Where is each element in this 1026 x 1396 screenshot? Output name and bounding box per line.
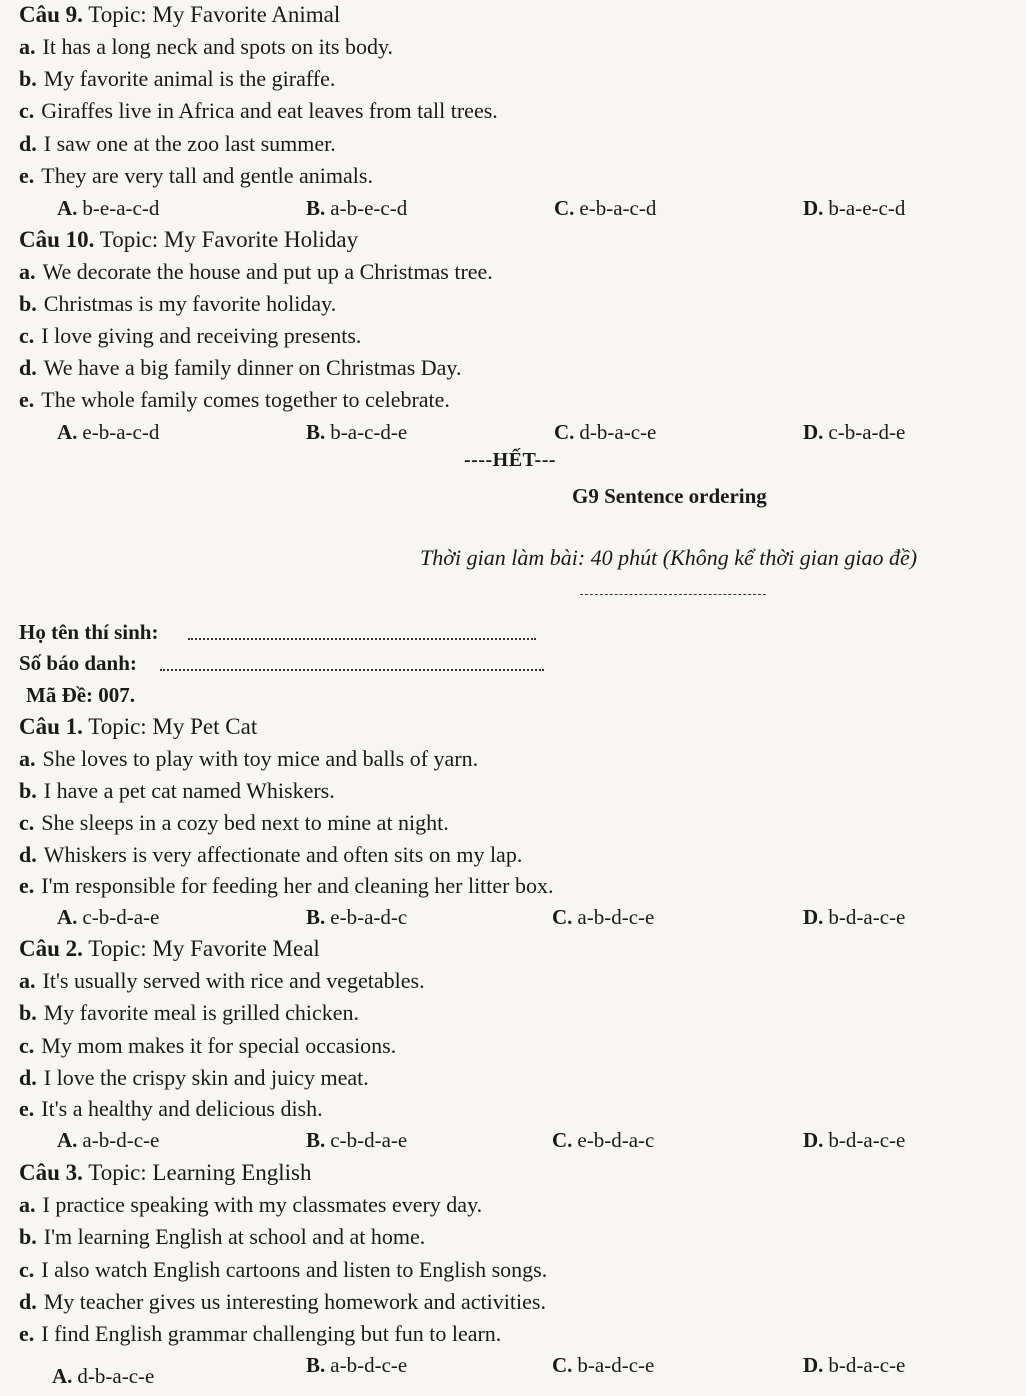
- statement: [19, 999, 359, 1027]
- statement-text: The whole family comes together to celebrate.: [41, 387, 450, 412]
- option-text: b-d-a-c-e: [828, 1128, 906, 1152]
- name-field[interactable]: [188, 637, 536, 640]
- statement: [19, 1191, 482, 1219]
- answer-option-d[interactable]: [803, 1351, 905, 1379]
- statement-text: My mom makes it for special occasions.: [41, 1033, 397, 1058]
- answer-option-c[interactable]: [552, 903, 654, 931]
- statement: [19, 1095, 323, 1123]
- option-letter: A.: [57, 420, 78, 444]
- option-text: a-b-d-c-e: [330, 1353, 408, 1377]
- option-letter: C.: [552, 1128, 573, 1152]
- option-letter: B.: [306, 196, 326, 220]
- statement-text: I'm responsible for feeding her and cleaning her litter box.: [41, 873, 554, 898]
- statement-text: We decorate the house and put up a Christmas tree.: [42, 259, 493, 284]
- statement-letter: d.: [19, 1289, 37, 1314]
- statement-text: I have a pet cat named Whiskers.: [43, 778, 335, 803]
- option-text: b-a-c-d-e: [330, 420, 408, 444]
- option-text: a-b-d-c-e: [82, 1128, 160, 1152]
- statement-letter: e.: [19, 387, 35, 412]
- exam-subtitle: G9 Sentence ordering: [572, 484, 767, 508]
- option-letter: D.: [803, 1128, 824, 1152]
- option-text: c-b-d-a-e: [330, 1128, 408, 1152]
- question-topic: Topic: Learning English: [88, 1160, 312, 1185]
- answer-option-b[interactable]: [306, 194, 407, 222]
- statement: [19, 130, 336, 158]
- statement: [19, 1064, 369, 1092]
- statement: [19, 97, 498, 125]
- option-letter: B.: [306, 420, 326, 444]
- statement-text: I saw one at the zoo last summer.: [43, 131, 336, 156]
- answer-option-b[interactable]: [306, 1351, 407, 1379]
- statement-letter: b.: [19, 66, 37, 91]
- option-text: d-b-a-c-e: [77, 1364, 155, 1388]
- statement: [19, 33, 393, 61]
- statement-text: It's a healthy and delicious dish.: [41, 1096, 323, 1121]
- statement-letter: e.: [19, 1096, 35, 1121]
- answer-options: [0, 903, 1026, 931]
- statement-letter: a.: [19, 1192, 36, 1217]
- statement: [19, 354, 462, 382]
- statement-text: She loves to play with toy mice and balls of yarn.: [42, 746, 479, 771]
- statement: [19, 1320, 501, 1348]
- statement-letter: a.: [19, 746, 36, 771]
- statement-letter: d.: [19, 1065, 37, 1090]
- answer-options: [0, 418, 1026, 446]
- option-letter: A.: [57, 905, 78, 929]
- answer-options: [0, 1126, 1026, 1154]
- statement: [19, 1288, 546, 1316]
- statement-text: I love the crispy skin and juicy meat.: [43, 1065, 369, 1090]
- answer-option-a[interactable]: [52, 1362, 154, 1390]
- statement: [19, 872, 554, 900]
- statement: [19, 841, 522, 869]
- statement: [19, 65, 335, 93]
- statement-letter: c.: [19, 810, 35, 835]
- statement-text: We have a big family dinner on Christmas Day.: [43, 355, 462, 380]
- question-title: [19, 713, 257, 741]
- answer-option-a[interactable]: [57, 1126, 159, 1154]
- option-text: b-a-e-c-d: [828, 196, 906, 220]
- statement: [19, 777, 335, 805]
- statement-letter: b.: [19, 291, 37, 316]
- statement-letter: c.: [19, 323, 35, 348]
- id-field[interactable]: [160, 668, 544, 671]
- statement-letter: e.: [19, 873, 35, 898]
- option-text: a-b-e-c-d: [330, 196, 408, 220]
- statement: [19, 1223, 425, 1251]
- statement: [19, 1032, 396, 1060]
- question-title: [19, 935, 320, 963]
- question-topic: Topic: My Favorite Animal: [88, 2, 341, 27]
- answer-option-a[interactable]: [57, 194, 159, 222]
- statement-letter: e.: [19, 163, 35, 188]
- question-label: Câu 1.: [19, 714, 83, 739]
- option-letter: B.: [306, 1128, 326, 1152]
- statement-letter: c.: [19, 1257, 35, 1282]
- answer-option-d[interactable]: [803, 194, 905, 222]
- answer-option-b[interactable]: [306, 1126, 407, 1154]
- statement-text: I also watch English cartoons and listen to English songs.: [41, 1257, 548, 1282]
- statement-text: I practice speaking with my classmates every day.: [42, 1192, 483, 1217]
- answer-option-d[interactable]: [803, 418, 905, 446]
- statement-text: I love giving and receiving presents.: [41, 323, 362, 348]
- end-mark: ----HẾT---: [464, 449, 557, 471]
- statement-letter: b.: [19, 778, 37, 803]
- answer-option-a[interactable]: [57, 903, 159, 931]
- statement-text: It has a long neck and spots on its body.: [42, 34, 394, 59]
- option-text: c-b-d-a-e: [82, 905, 160, 929]
- option-text: e-b-d-a-c: [577, 1128, 655, 1152]
- statement: [19, 1256, 547, 1284]
- statement-text: It's usually served with rice and vegetables.: [42, 968, 425, 993]
- statement-text: Giraffes live in Africa and eat leaves from tall trees.: [41, 98, 498, 123]
- statement-letter: b.: [19, 1000, 37, 1025]
- option-letter: A.: [57, 196, 78, 220]
- name-label: Họ tên thí sinh:: [19, 620, 159, 644]
- statement-text: She sleeps in a cozy bed next to mine at night.: [41, 810, 449, 835]
- statement-text: Whiskers is very affectionate and often sits on my lap.: [43, 842, 523, 867]
- statement: [19, 322, 361, 350]
- statement-letter: a.: [19, 34, 36, 59]
- question-topic: Topic: My Pet Cat: [88, 714, 258, 739]
- option-text: e-b-a-c-d: [579, 196, 657, 220]
- divider: [580, 594, 766, 595]
- statement-letter: c.: [19, 98, 35, 123]
- statement-letter: a.: [19, 259, 36, 284]
- answer-option-c[interactable]: [552, 1126, 654, 1154]
- answer-options: [0, 1351, 1026, 1388]
- statement: [19, 258, 493, 286]
- question-topic: Topic: My Favorite Holiday: [99, 227, 359, 252]
- statement-letter: a.: [19, 968, 36, 993]
- option-letter: D.: [803, 420, 824, 444]
- statement: [19, 290, 336, 318]
- question-label: Câu 3.: [19, 1160, 83, 1185]
- statement-letter: e.: [19, 1321, 35, 1346]
- option-letter: D.: [803, 905, 824, 929]
- statement-letter: d.: [19, 131, 37, 156]
- question-topic: Topic: My Favorite Meal: [88, 936, 320, 961]
- question-title: [19, 226, 358, 254]
- statement-text: I'm learning English at school and at home.: [43, 1224, 426, 1249]
- answer-option-a[interactable]: [57, 418, 159, 446]
- statement-letter: b.: [19, 1224, 37, 1249]
- option-letter: B.: [306, 905, 326, 929]
- option-letter: A.: [57, 1128, 78, 1152]
- statement: [19, 386, 450, 414]
- option-letter: A.: [52, 1364, 73, 1388]
- question-label: Câu 10.: [19, 227, 95, 252]
- statement: [19, 745, 478, 773]
- statement-letter: d.: [19, 842, 37, 867]
- id-label: Số báo danh:: [19, 651, 137, 675]
- statement-text: They are very tall and gentle animals.: [41, 163, 373, 188]
- statement-text: My favorite meal is grilled chicken.: [43, 1000, 359, 1025]
- option-letter: B.: [306, 1353, 326, 1377]
- option-text: b-e-a-c-d: [82, 196, 160, 220]
- question-label: Câu 2.: [19, 936, 83, 961]
- statement-letter: d.: [19, 355, 37, 380]
- option-text: d-b-a-c-e: [579, 420, 657, 444]
- option-text: a-b-d-c-e: [577, 905, 655, 929]
- answer-option-c[interactable]: [552, 1351, 654, 1379]
- option-letter: C.: [554, 420, 575, 444]
- question-title: [19, 1, 340, 29]
- option-letter: D.: [803, 1353, 824, 1377]
- answer-options: [0, 194, 1026, 222]
- option-text: e-b-a-d-c: [330, 905, 408, 929]
- answer-option-d[interactable]: [803, 1126, 905, 1154]
- option-letter: C.: [554, 196, 575, 220]
- statement: [19, 809, 449, 837]
- option-text: b-d-a-c-e: [828, 905, 906, 929]
- answer-option-b[interactable]: [306, 418, 407, 446]
- option-letter: C.: [552, 1353, 573, 1377]
- statement-letter: c.: [19, 1033, 35, 1058]
- statement-text: My teacher gives us interesting homework and activities.: [43, 1289, 546, 1314]
- option-letter: C.: [552, 905, 573, 929]
- exam-code: Mã Đề: 007.: [26, 683, 136, 707]
- option-text: e-b-a-c-d: [82, 420, 160, 444]
- option-text: c-b-a-d-e: [828, 420, 906, 444]
- statement-text: I find English grammar challenging but fun to learn.: [41, 1321, 502, 1346]
- answer-option-d[interactable]: [803, 903, 905, 931]
- question-title: [19, 1159, 311, 1187]
- statement: [19, 162, 373, 190]
- option-text: b-d-a-c-e: [828, 1353, 906, 1377]
- statement: [19, 967, 425, 995]
- answer-option-c[interactable]: [554, 418, 656, 446]
- statement-text: My favorite animal is the giraffe.: [43, 66, 336, 91]
- question-label: Câu 9.: [19, 2, 83, 27]
- answer-option-c[interactable]: [554, 194, 656, 222]
- option-letter: D.: [803, 196, 824, 220]
- option-text: b-a-d-c-e: [577, 1353, 655, 1377]
- answer-option-b[interactable]: [306, 903, 407, 931]
- time-note: Thời gian làm bài: 40 phút (Không kể thời gian giao đề): [420, 545, 918, 570]
- statement-text: Christmas is my favorite holiday.: [43, 291, 337, 316]
